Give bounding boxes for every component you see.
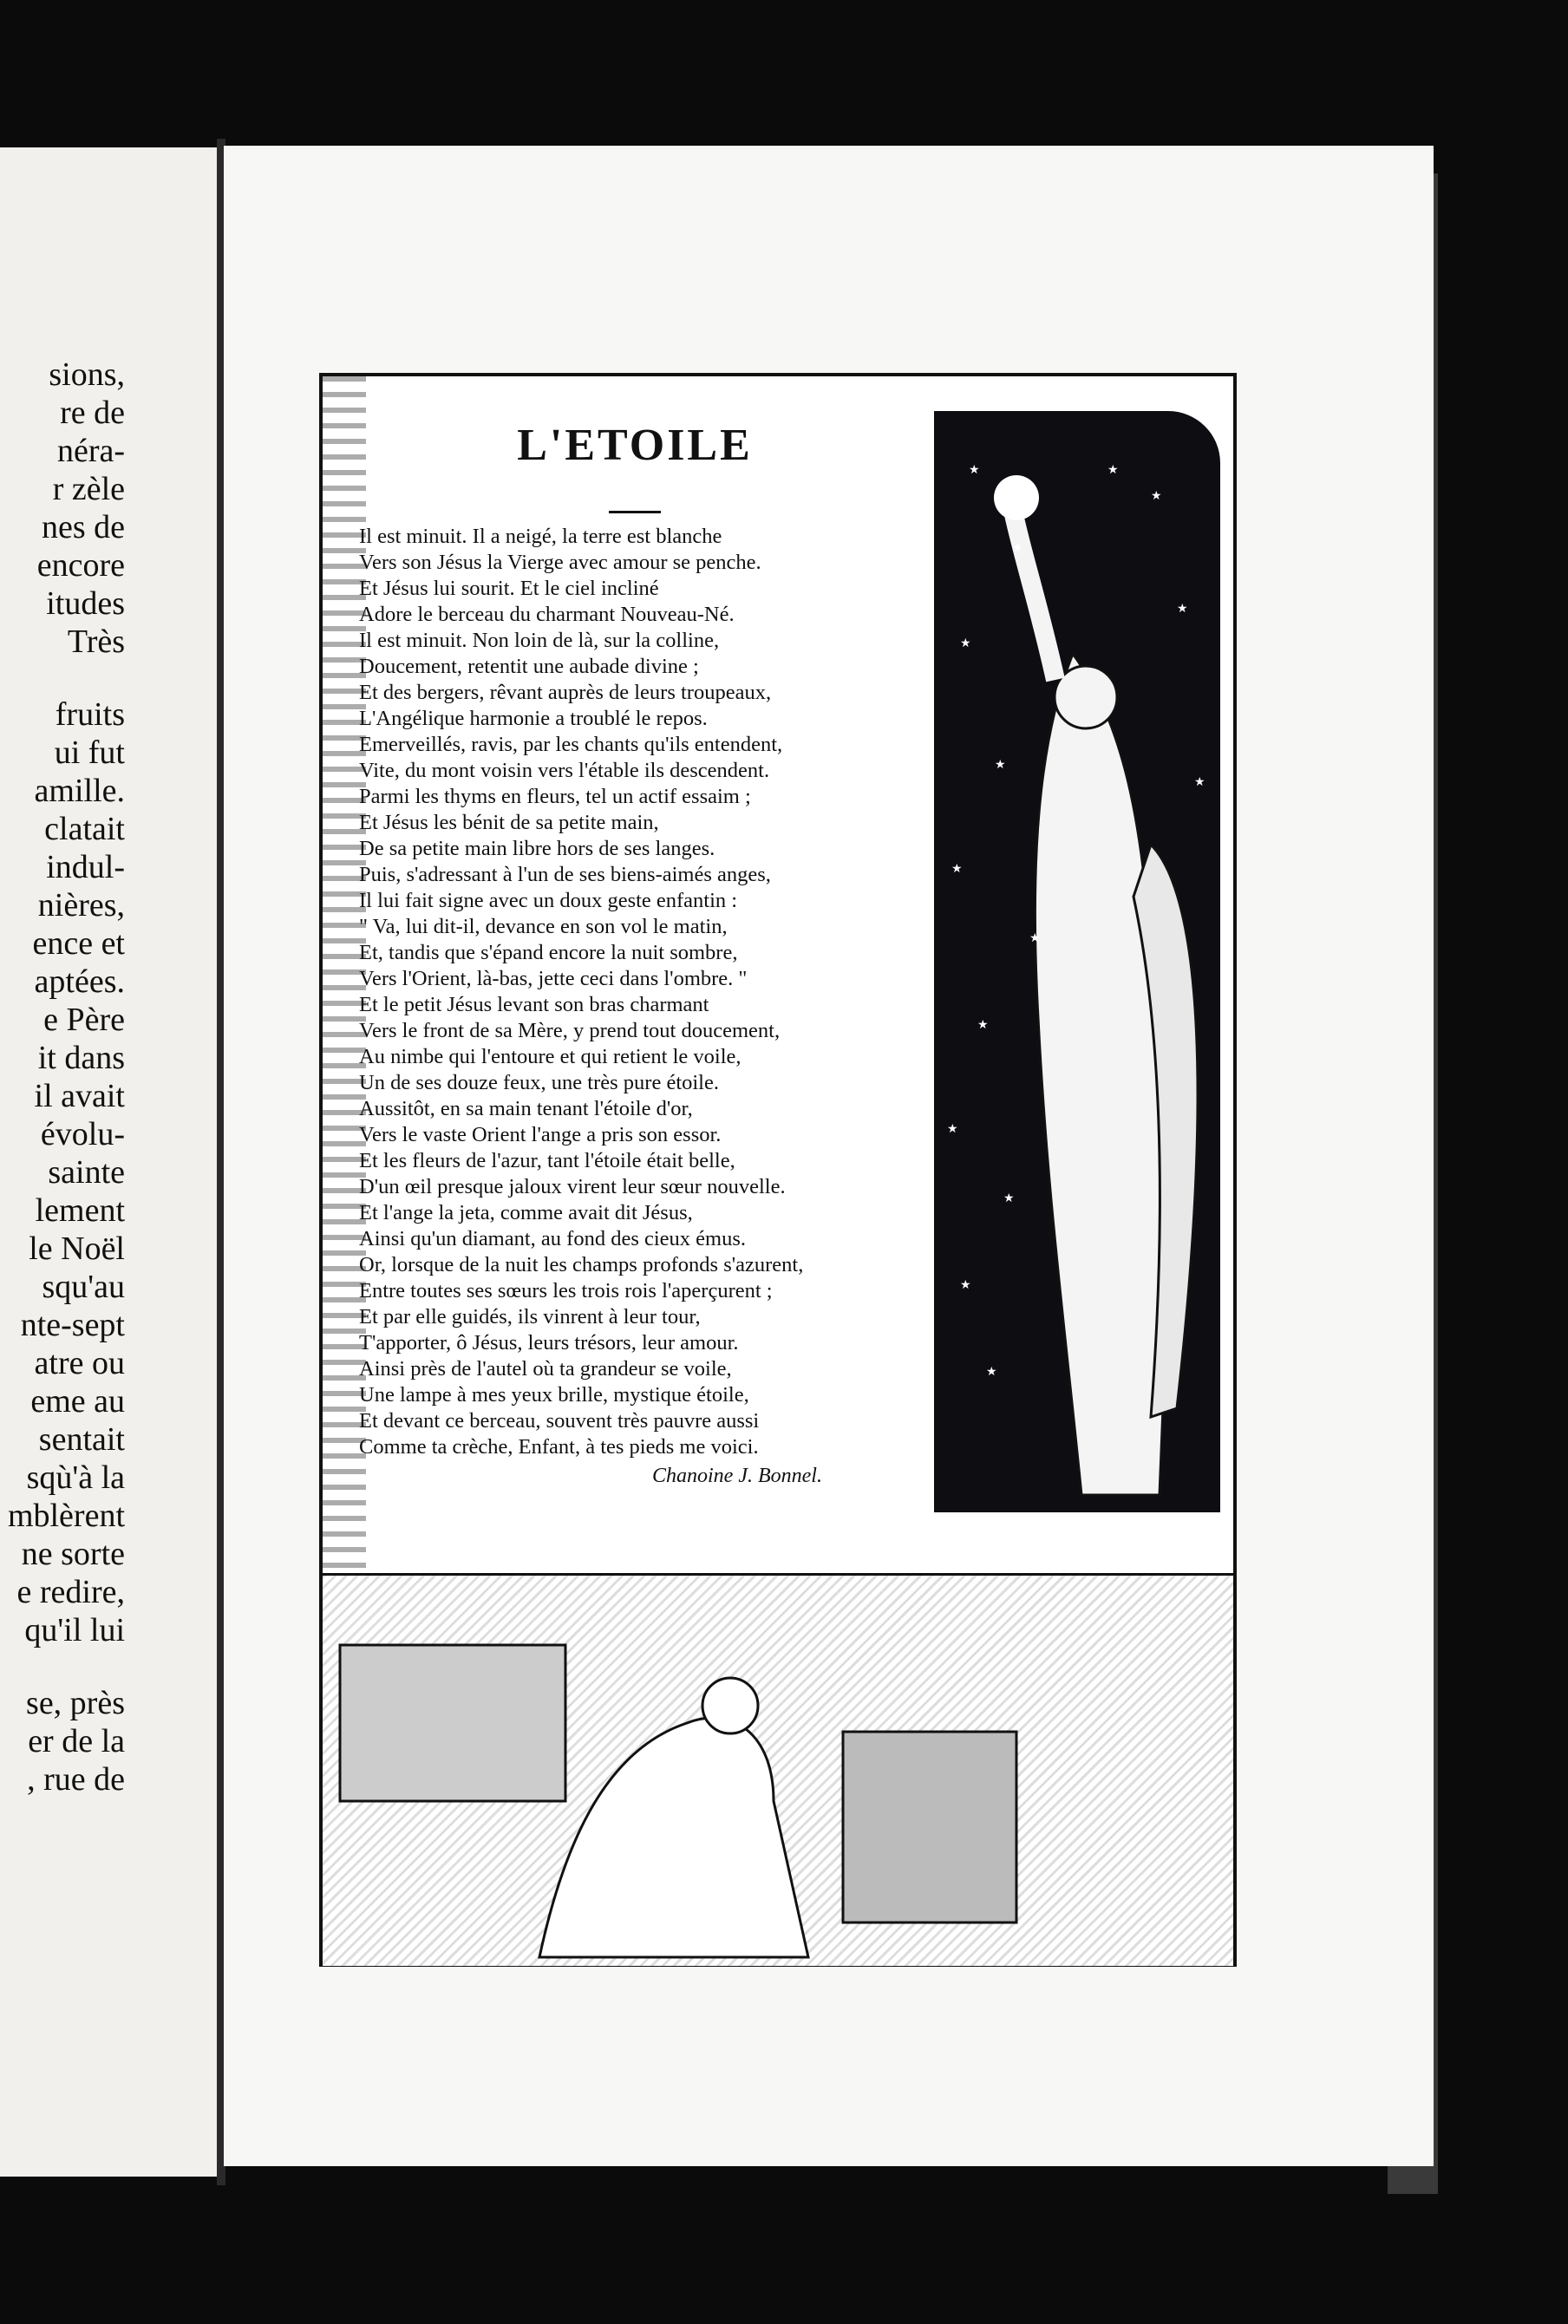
poem-verse-line: Emerveillés, ravis, par les chants qu'ils entendent,	[359, 733, 783, 756]
left-page-text-line: se, près	[26, 1685, 125, 1721]
left-page-text-line: sqù'à la	[26, 1459, 125, 1496]
star-icon: ★	[951, 863, 963, 876]
left-page-text-line: ne sorte	[21, 1536, 125, 1572]
poem-verse-line: Et Jésus lui sourit. Et le ciel incliné	[359, 577, 659, 600]
star-icon: ★	[986, 1366, 997, 1379]
star-icon: ★	[960, 1279, 971, 1292]
poem-verse-line: Et les fleurs de l'azur, tant l'étoile était belle,	[359, 1149, 735, 1172]
star-icon: ★	[1107, 464, 1119, 477]
left-page-text-line: er de la	[28, 1723, 125, 1759]
star-icon: ★	[1177, 603, 1188, 616]
left-page-text-line: fruits	[55, 696, 125, 733]
left-page-text-line: nes de	[41, 509, 125, 545]
left-page-text-line: aptées.	[34, 963, 125, 1000]
left-page-text-line: le Noël	[29, 1231, 125, 1267]
poem-verse-line: Vers l'Orient, là-bas, jette ceci dans l'ombre. "	[359, 967, 748, 990]
left-page-text-line: évolu-	[40, 1116, 125, 1152]
star-icon: ★	[977, 1019, 989, 1032]
left-page-text-line: nières,	[37, 887, 125, 924]
left-page-text-line: ence et	[32, 925, 125, 962]
poem-verse-line: Vers le vaste Orient l'ange a pris son essor.	[359, 1123, 722, 1146]
adoration-scene-illustration	[323, 1573, 1233, 1966]
poem-verse-line: Un de ses douze feux, une très pure étoile.	[359, 1071, 719, 1094]
poem-verse-line: Et le petit Jésus levant son bras charmant	[359, 993, 709, 1016]
star-icon: ★	[1151, 490, 1162, 503]
poem-signature: Chanoine J. Bonnel.	[652, 1465, 822, 1487]
left-page-text-line: qu'il lui	[24, 1612, 125, 1648]
poem-text-column	[349, 402, 921, 1599]
poem-verse-line: Puis, s'adressant à l'un de ses biens-aimés anges,	[359, 863, 771, 886]
poem-title: L'ETOILE	[517, 421, 753, 470]
poem-verse-line: Ainsi près de l'autel où ta grandeur se voile,	[359, 1357, 732, 1381]
poem-verse-line: Et devant ce berceau, souvent très pauvre aussi	[359, 1409, 760, 1433]
left-page-text-line: sentait	[38, 1421, 125, 1458]
poem-verse-line: Une lampe à mes yeux brille, mystique étoile,	[359, 1383, 749, 1407]
poem-verse-line: Doucement, retentit une aubade divine ;	[359, 655, 699, 678]
poem-verse-line: Or, lorsque de la nuit les champs profonds s'azurent,	[359, 1253, 804, 1276]
poem-verse-line: D'un œil presque jaloux virent leur sœur nouvelle.	[359, 1175, 786, 1198]
left-page-text-line: squ'au	[42, 1269, 125, 1305]
left-page-text-line: r zèle	[52, 471, 125, 507]
poem-verse-line: Comme ta crèche, Enfant, à tes pieds me voici.	[359, 1435, 759, 1459]
star-icon: ★	[1012, 542, 1023, 555]
poem-verse-line: Et l'ange la jeta, comme avait dit Jésus,	[359, 1201, 693, 1224]
poem-verse-line: Et, tandis que s'épand encore la nuit sombre,	[359, 941, 738, 964]
left-page-text-line: e Père	[43, 1002, 125, 1038]
poem-verse-line: Et par elle guidés, ils vinrent à leur tour,	[359, 1305, 701, 1328]
poem-verse-line: L'Angélique harmonie a troublé le repos.	[359, 707, 708, 730]
star-icon: ★	[1029, 932, 1041, 945]
left-page-text-line: itudes	[46, 585, 125, 622]
poem-verse-line: Ainsi qu'un diamant, au fond des cieux émus.	[359, 1227, 747, 1250]
poem-verse-line: Vers son Jésus la Vierge avec amour se penche.	[359, 551, 761, 574]
star-icon: ★	[1003, 1192, 1015, 1205]
left-page-text-line: Très	[67, 623, 125, 660]
left-page-text-line: encore	[36, 547, 125, 584]
left-page-text-line: il avait	[34, 1078, 125, 1114]
left-page-text-line: e redire,	[16, 1574, 125, 1610]
poem-verse-line: Et Jésus les bénit de sa petite main,	[359, 811, 659, 834]
poem-verse-line: Parmi les thyms en fleurs, tel un actif essaim ;	[359, 785, 751, 808]
left-page-text-line: nte-sept	[20, 1307, 125, 1343]
left-page-text-line: amille.	[34, 773, 125, 809]
title-rule	[609, 511, 661, 513]
left-page-text-line: ui fut	[54, 734, 125, 771]
left-page-text-line: mblèrent	[7, 1498, 125, 1534]
poem-verse-line: Il est minuit. Il a neigé, la terre est blanche	[359, 525, 722, 548]
left-page-text-line: it dans	[37, 1040, 125, 1076]
left-page-text-line: , rue de	[27, 1761, 125, 1798]
poem-verse-line: Vers le front de sa Mère, y prend tout doucement,	[359, 1019, 781, 1042]
left-page	[0, 147, 219, 2177]
left-page-text-line: re de	[60, 395, 125, 431]
illustrated-poem-frame	[319, 373, 1237, 1967]
left-page-text-line: sions,	[49, 356, 125, 393]
starry-night-angel-panel	[934, 411, 1220, 1512]
left-page-text-line: atre ou	[34, 1345, 125, 1381]
poem-verse-line: Il lui fait signe avec un doux geste enfantin :	[359, 889, 738, 912]
left-page-text-line: néra-	[56, 433, 125, 469]
poem-verse-line: T'apporter, ô Jésus, leurs trésors, leur amour.	[359, 1331, 739, 1355]
left-page-text-line: indul-	[46, 849, 125, 885]
poem-verse-line: Aussitôt, en sa main tenant l'étoile d'or,	[359, 1097, 693, 1120]
poem-verse-line: Vite, du mont voisin vers l'étable ils descendent.	[359, 759, 770, 782]
star-icon: ★	[995, 759, 1006, 772]
star-icon: ★	[1194, 776, 1205, 789]
poem-verse-line: Au nimbe qui l'entoure et qui retient le voile,	[359, 1045, 742, 1068]
left-page-text-line: clatait	[44, 811, 125, 847]
star-icon: ★	[969, 464, 980, 477]
left-page-text-line: sainte	[48, 1154, 125, 1191]
poem-verse-line: Il est minuit. Non loin de là, sur la colline,	[359, 629, 720, 652]
angel-illustration	[934, 411, 1220, 1512]
poem-verse-line: De sa petite main libre hors de ses langes.	[359, 837, 715, 860]
poem-verse-line: " Va, lui dit-il, devance en son vol le matin,	[359, 915, 728, 938]
star-icon: ★	[960, 637, 971, 650]
star-icon: ★	[947, 1123, 958, 1136]
poem-verse-line: Et des bergers, rêvant auprès de leurs troupeaux,	[359, 681, 772, 704]
poem-verse-line: Entre toutes ses sœurs les trois rois l'aperçurent ;	[359, 1279, 773, 1302]
left-page-text-line: eme au	[30, 1383, 125, 1420]
poem-verse-line: Adore le berceau du charmant Nouveau-Né.	[359, 603, 735, 626]
kneeling-magus-illustration	[323, 1576, 1233, 1966]
left-page-text-line: lement	[35, 1192, 125, 1229]
